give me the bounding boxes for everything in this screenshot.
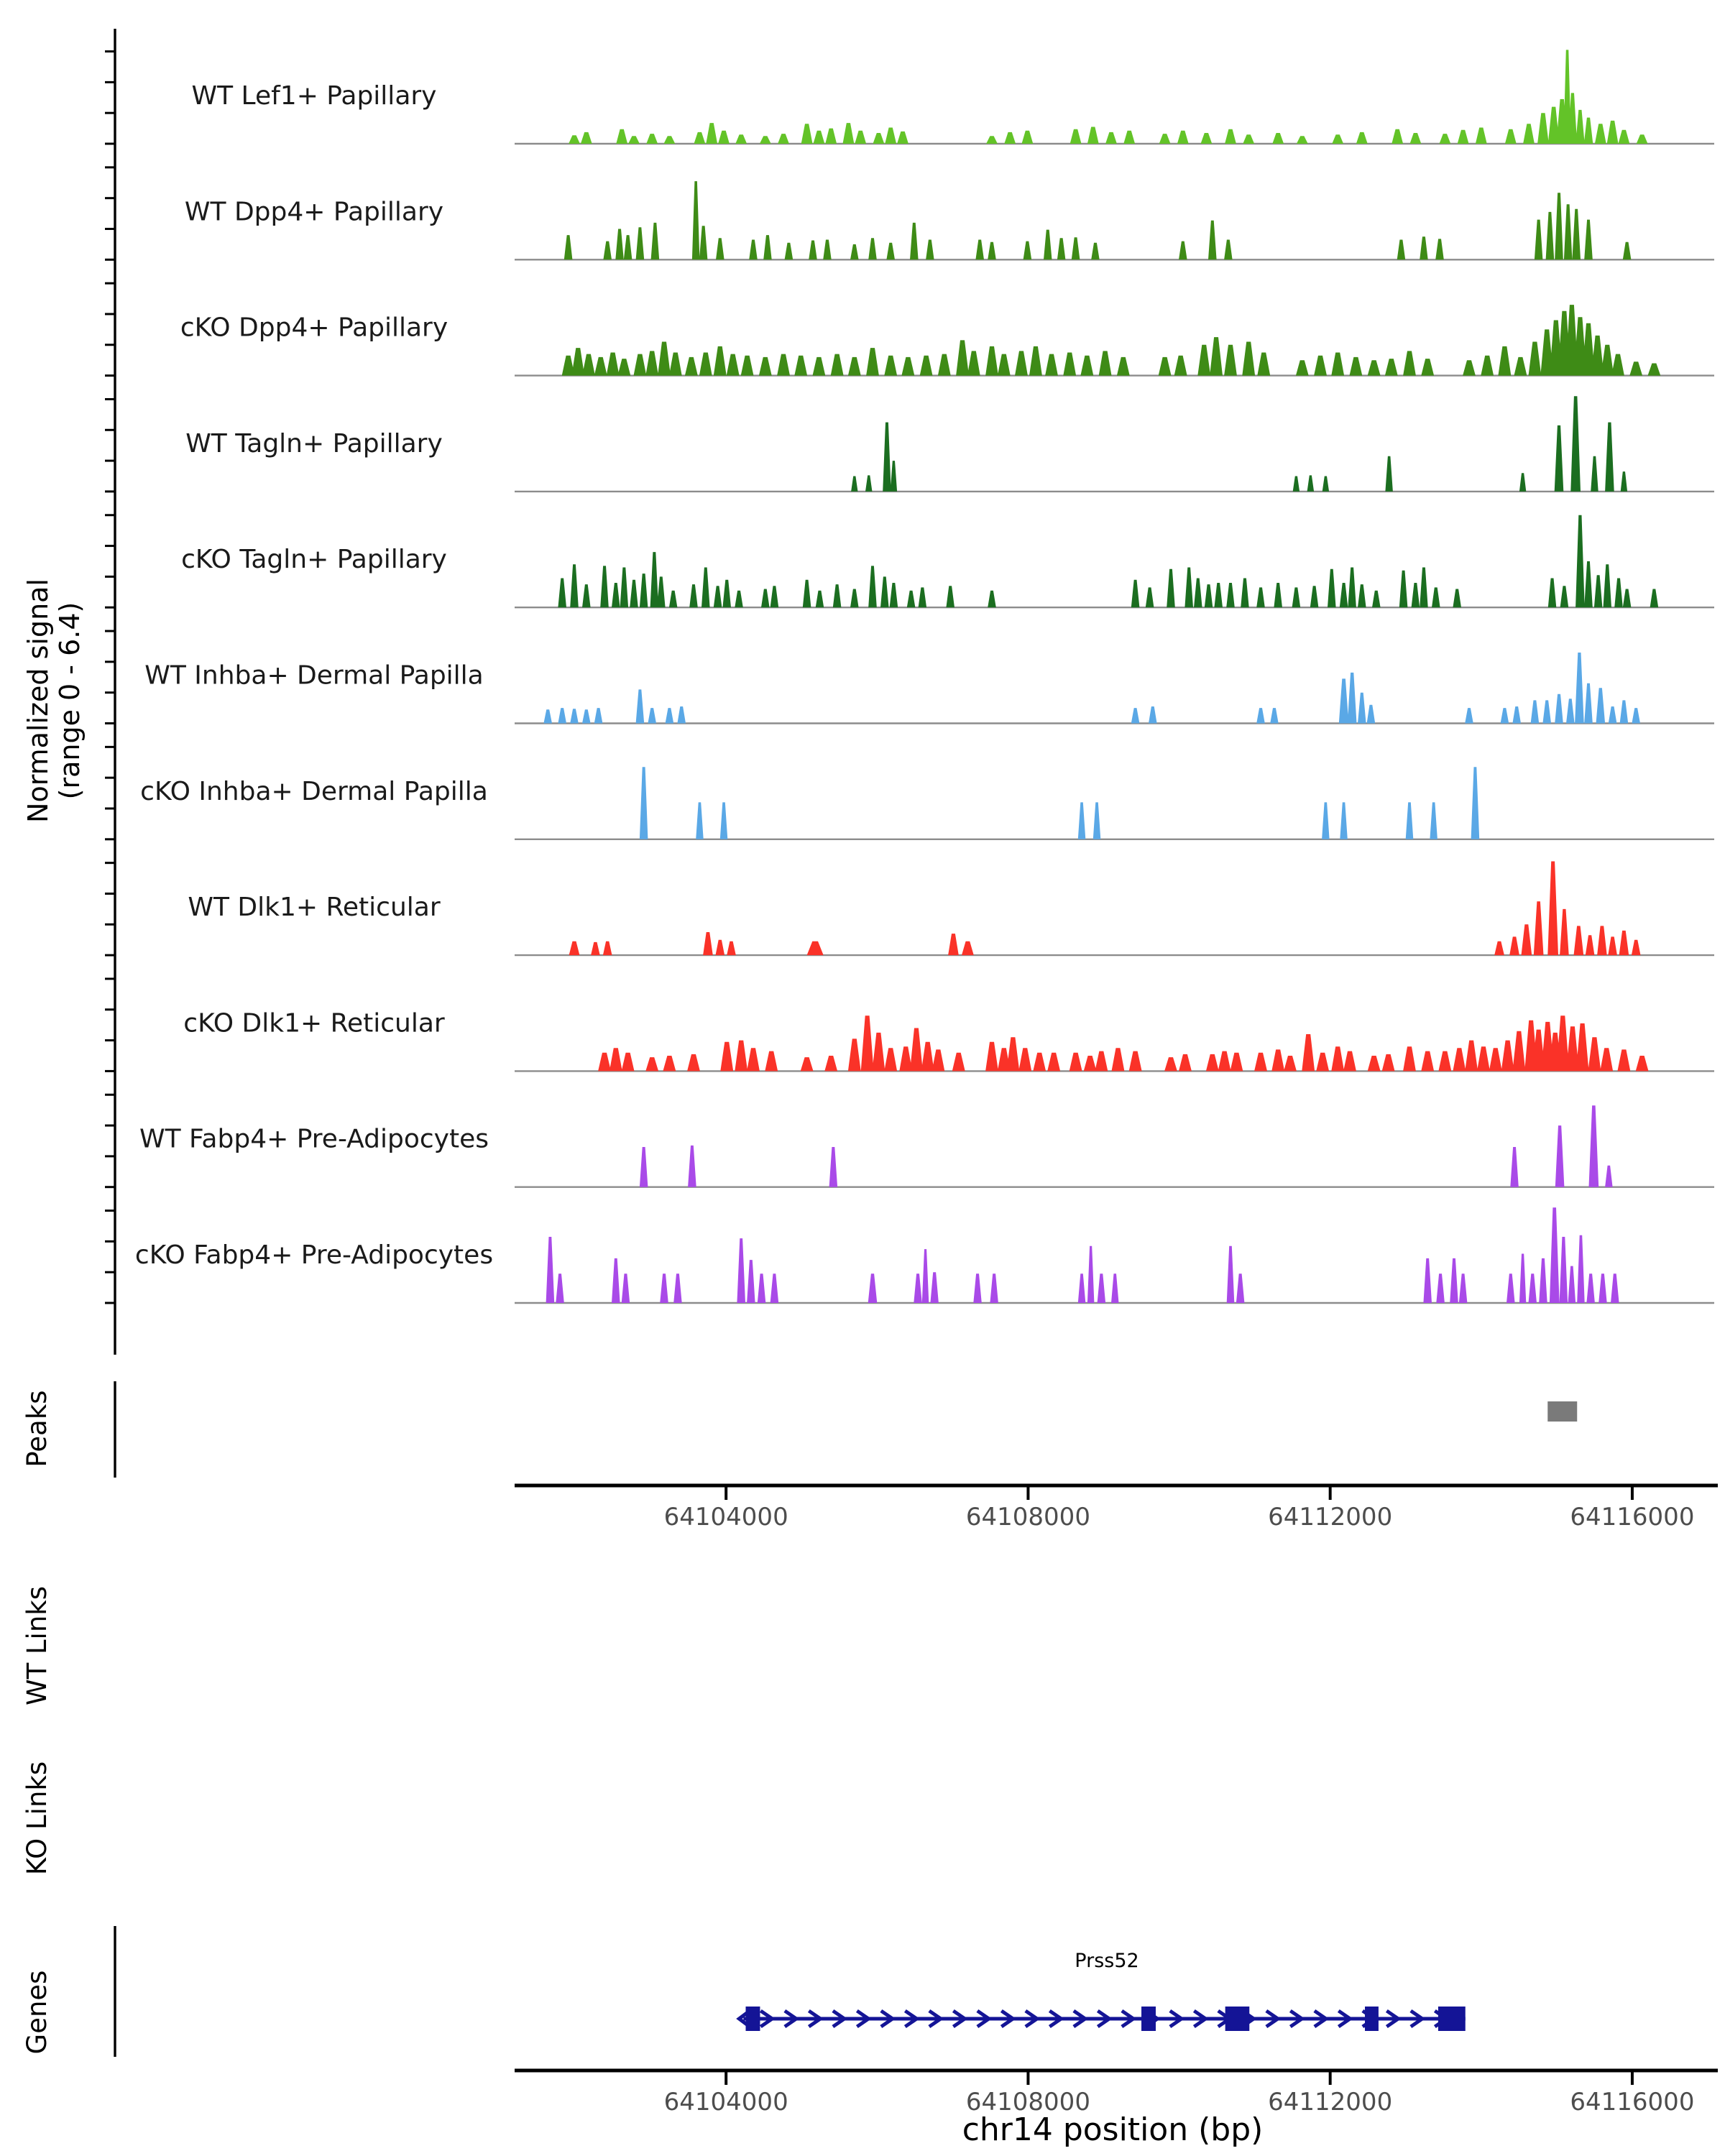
track-signal-area — [558, 515, 1658, 607]
gene-exon-box — [1141, 2007, 1156, 2031]
gene-name-label: Prss52 — [1075, 1950, 1139, 1972]
x-tick-label: 64116000 — [1570, 1503, 1695, 1531]
track-signal-area — [569, 862, 1641, 956]
track-signal-area — [564, 181, 1632, 259]
track-signal-area — [851, 396, 1627, 492]
track-signal-area — [543, 653, 1640, 724]
track-signal-area — [546, 1207, 1619, 1303]
genes-section-label: Genes — [22, 1970, 52, 2055]
track-signal-area — [562, 305, 1661, 375]
track-label: cKO Dpp4+ Papillary — [180, 313, 448, 343]
track-label: cKO Dlk1+ Reticular — [183, 1008, 445, 1038]
track-label: WT Dlk1+ Reticular — [188, 893, 441, 923]
x-tick-label: 64112000 — [1268, 1503, 1393, 1531]
x-tick-label: 64104000 — [663, 1503, 788, 1531]
track-signal-area — [598, 1015, 1648, 1071]
track-label: WT Fabp4+ Pre-Adipocytes — [139, 1124, 489, 1154]
track-label: cKO Inhba+ Dermal Papilla — [140, 776, 488, 806]
track-label: WT Tagln+ Papillary — [185, 428, 443, 459]
track-label: WT Lef1+ Papillary — [191, 81, 437, 111]
peak-interval-box — [1547, 1401, 1577, 1422]
gene-exon-box — [1438, 2007, 1466, 2031]
x-tick-label: 64104000 — [663, 2088, 788, 2116]
gene-exon-box — [745, 2007, 760, 2031]
y-axis-label-line1: Normalized signal — [22, 579, 54, 823]
track-signal-area — [569, 50, 1647, 144]
track-label: WT Dpp4+ Papillary — [184, 197, 444, 227]
track-label: cKO Fabp4+ Pre-Adipocytes — [134, 1240, 494, 1270]
x-axis-label: chr14 position (bp) — [962, 2111, 1264, 2148]
generated-chart-content — [105, 29, 1718, 2116]
x-tick-label: 64116000 — [1570, 2088, 1695, 2116]
gene-exon-box — [1365, 2007, 1379, 2031]
ko-links-section-label: KO Links — [22, 1761, 52, 1876]
x-tick-label: 64108000 — [965, 1503, 1090, 1531]
x-tick-label: 64108000 — [965, 2088, 1090, 2116]
track-label: WT Inhba+ Dermal Papilla — [144, 660, 484, 691]
peaks-section-label: Peaks — [22, 1390, 52, 1468]
track-label: cKO Tagln+ Papillary — [181, 545, 447, 575]
y-axis-label-line2: (range 0 - 6.4) — [54, 602, 86, 800]
track-signal-area — [640, 1105, 1613, 1187]
gene-exon-box — [1225, 2007, 1250, 2031]
wt-links-section-label: WT Links — [22, 1586, 52, 1705]
track-signal-area — [640, 767, 1479, 839]
x-tick-label: 64112000 — [1268, 2088, 1393, 2116]
